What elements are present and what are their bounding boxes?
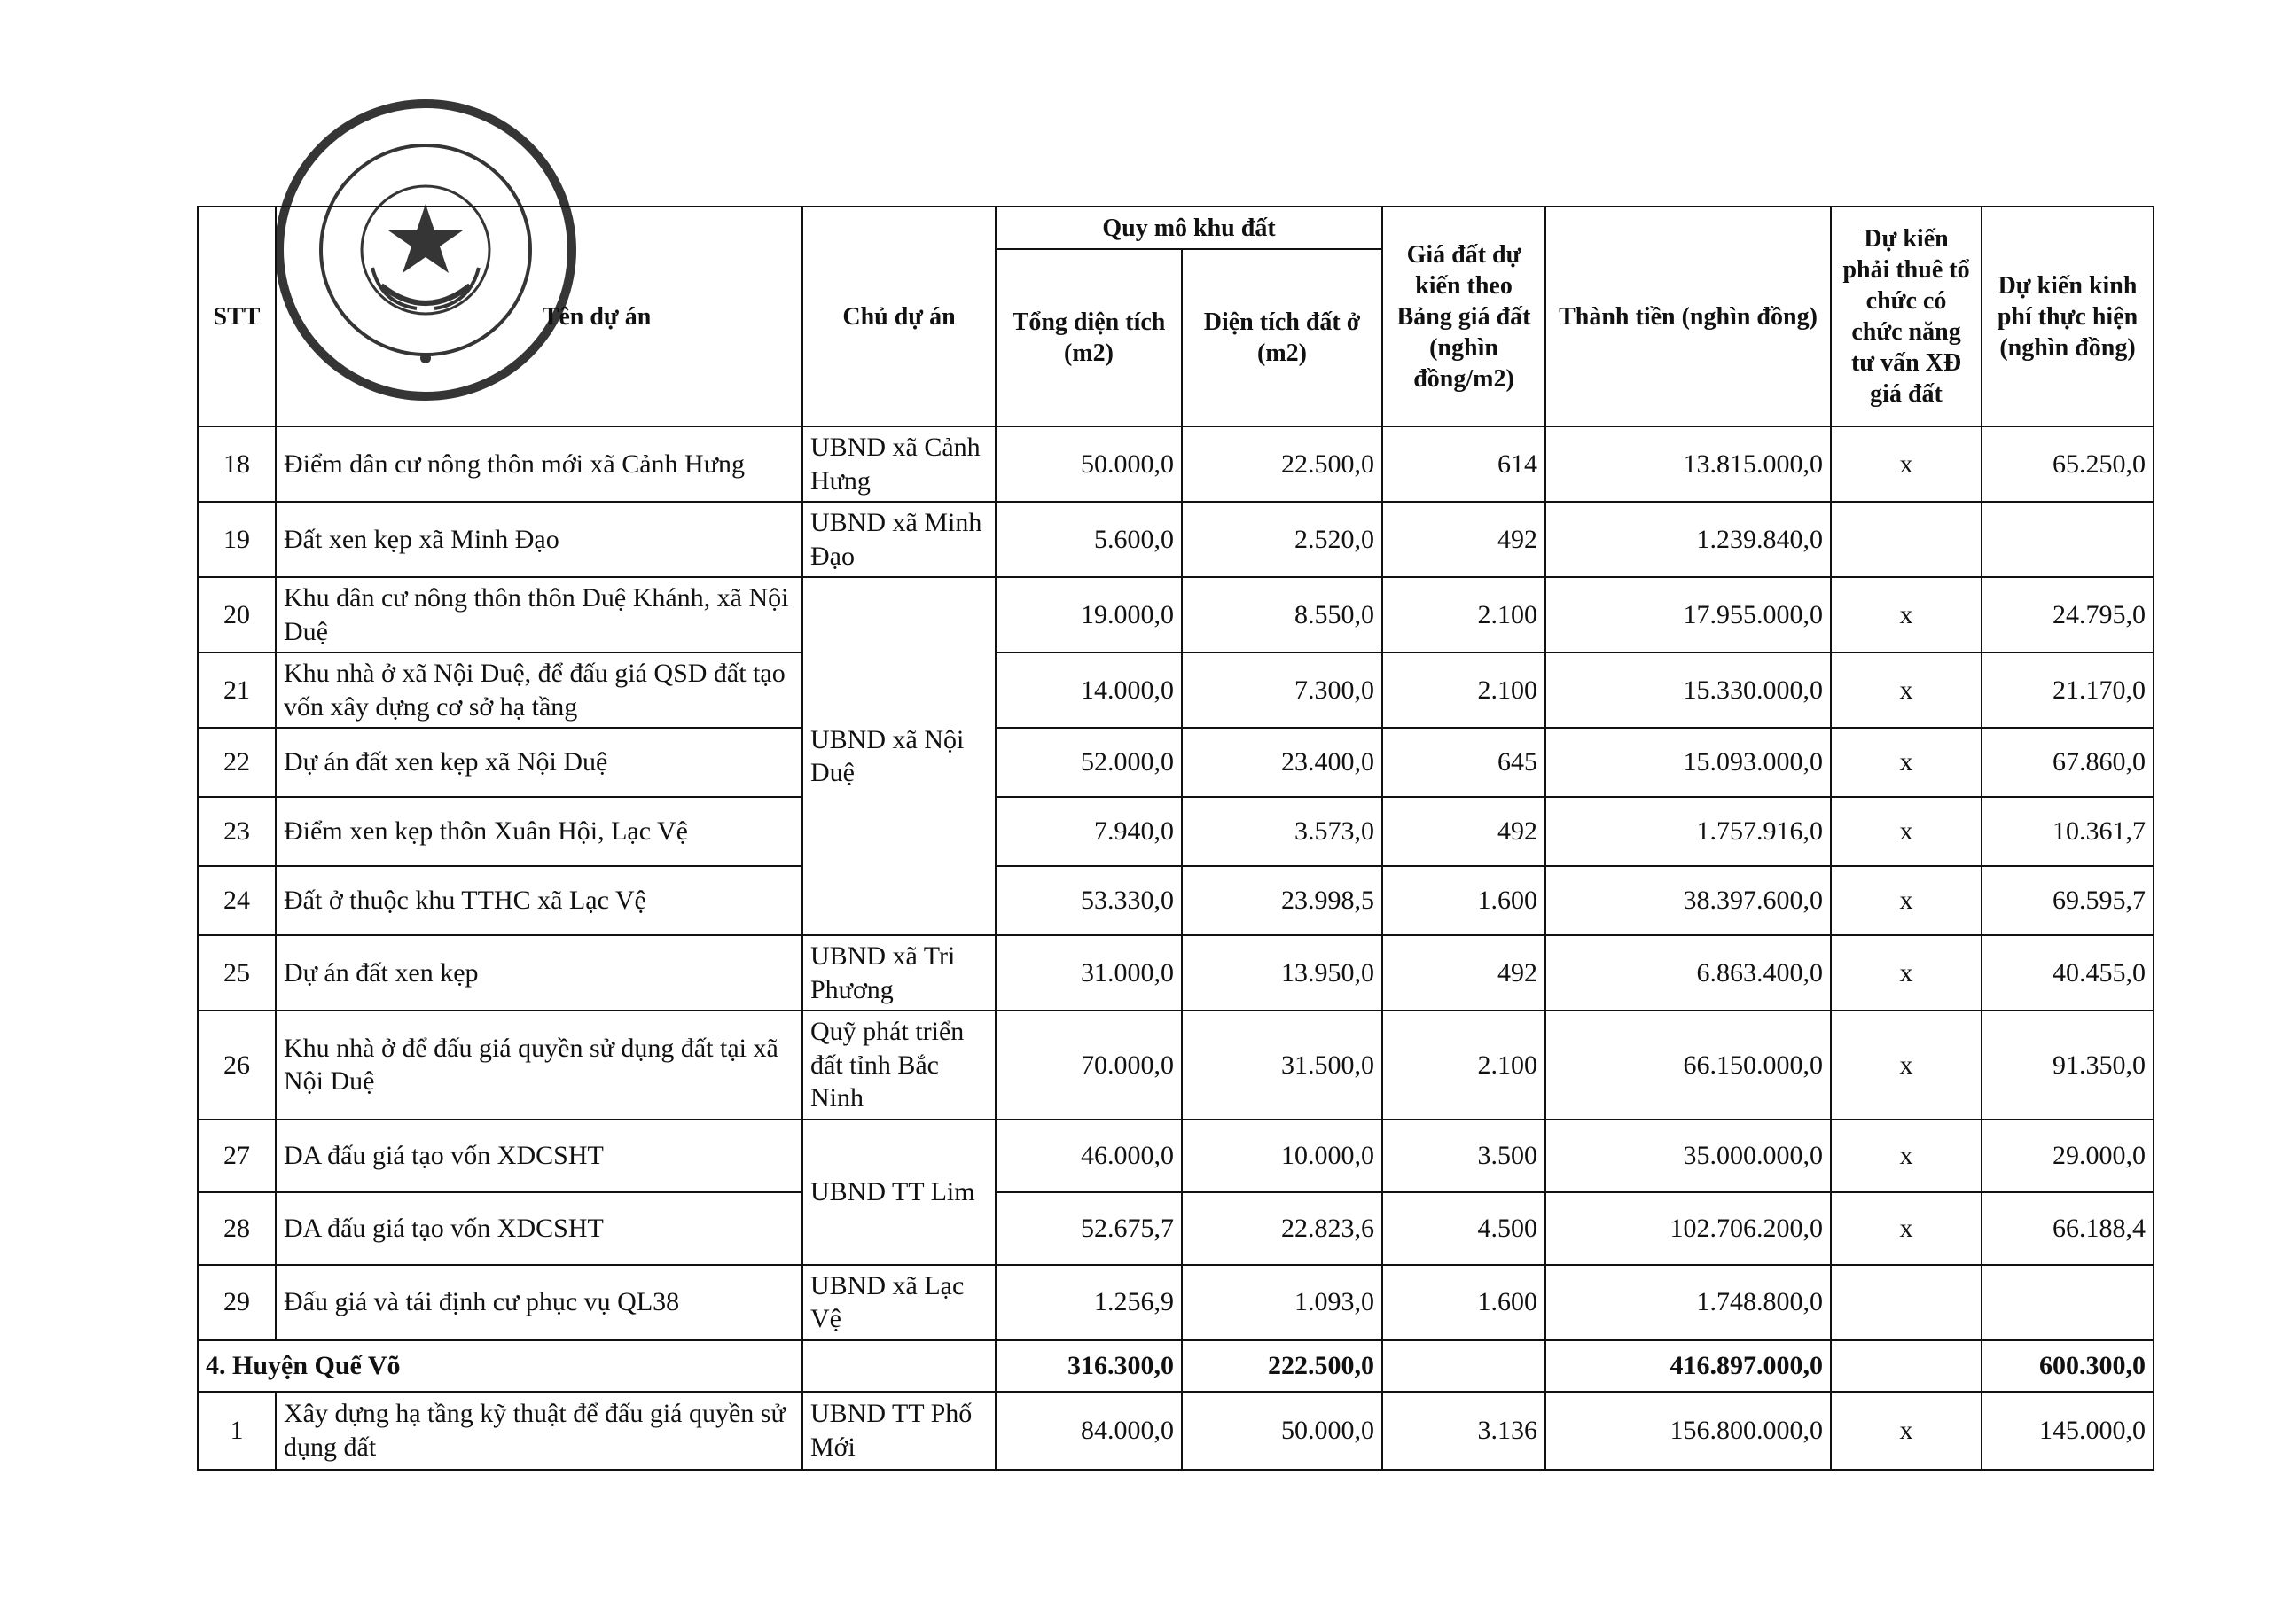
cell-total-area: 84.000,0 [996, 1392, 1182, 1470]
cell-consultant-mark: x [1831, 577, 1982, 652]
cell-stt: 20 [198, 577, 276, 652]
cell-cost: 24.795,0 [1982, 577, 2154, 652]
table-row [198, 652, 2154, 728]
cell-cost: 21.170,0 [1982, 652, 2154, 728]
cell-residential-area: 3.573,0 [1182, 797, 1382, 866]
table-row [198, 935, 2154, 1011]
cell-amount: 15.093.000,0 [1545, 728, 1831, 797]
cell-consultant-mark: x [1831, 652, 1982, 728]
cell-owner: UBND TT Phố Mới [802, 1392, 996, 1470]
header-stt: STT [198, 207, 276, 426]
cell-residential-area: 1.093,0 [1182, 1265, 1382, 1340]
cell-land-price: 645 [1382, 728, 1545, 797]
cell-project-name: Khu dân cư nông thôn thôn Duệ Khánh, xã Nội Duệ [276, 577, 802, 652]
cell-stt: 19 [198, 502, 276, 577]
cell-consultant-mark [1831, 502, 1982, 577]
cell-residential-area: 2.520,0 [1182, 502, 1382, 577]
cell-amount: 66.150.000,0 [1545, 1011, 1831, 1120]
cell-project-name: Dự án đất xen kẹp xã Nội Duệ [276, 728, 802, 797]
cell-project-name: Dự án đất xen kẹp [276, 935, 802, 1011]
cell-total-area: 52.000,0 [996, 728, 1182, 797]
cell-total-area: 1.256,9 [996, 1265, 1182, 1340]
cell-owner: Quỹ phát triển đất tỉnh Bắc Ninh [802, 1011, 996, 1120]
section-residential-area: 222.500,0 [1182, 1340, 1382, 1392]
cell-land-price: 1.600 [1382, 1265, 1545, 1340]
cell-cost: 29.000,0 [1982, 1120, 2154, 1192]
cell-owner: UBND xã Lạc Vệ [802, 1265, 996, 1340]
cell-amount: 102.706.200,0 [1545, 1192, 1831, 1265]
cell-cost: 91.350,0 [1982, 1011, 2154, 1120]
table-row [198, 502, 2154, 577]
cell-residential-area: 23.998,5 [1182, 866, 1382, 935]
cell-land-price: 492 [1382, 502, 1545, 577]
cell-project-name: Điểm dân cư nông thôn mới xã Cảnh Hưng [276, 426, 802, 502]
section-cost: 600.300,0 [1982, 1340, 2154, 1392]
cell-owner: UBND xã Tri Phương [802, 935, 996, 1011]
cell-amount: 6.863.400,0 [1545, 935, 1831, 1011]
section-label: 4. Huyện Quế Võ [198, 1340, 802, 1392]
cell-total-area: 50.000,0 [996, 426, 1182, 502]
header-consultant: Dự kiến phải thuê tổ chức có chức năng tư vấn XĐ giá đất [1831, 207, 1982, 426]
table-row [198, 426, 2154, 502]
cell-residential-area: 13.950,0 [1182, 935, 1382, 1011]
cell-empty [1382, 1340, 1545, 1392]
cell-total-area: 70.000,0 [996, 1011, 1182, 1120]
cell-residential-area: 8.550,0 [1182, 577, 1382, 652]
cell-stt: 29 [198, 1265, 276, 1340]
cell-stt: 21 [198, 652, 276, 728]
cell-total-area: 31.000,0 [996, 935, 1182, 1011]
header-total-area: Tổng diện tích (m2) [996, 249, 1182, 426]
header-row-1 [198, 207, 2154, 249]
cell-cost: 65.250,0 [1982, 426, 2154, 502]
cell-consultant-mark: x [1831, 1120, 1982, 1192]
cell-residential-area: 23.400,0 [1182, 728, 1382, 797]
cell-stt: 26 [198, 1011, 276, 1120]
cell-land-price: 1.600 [1382, 866, 1545, 935]
cell-project-name: Khu nhà ở để đấu giá quyền sử dụng đất tại xã Nội Duệ [276, 1011, 802, 1120]
cell-land-price: 2.100 [1382, 652, 1545, 728]
header-project-name-text: Tên dự án [542, 302, 652, 331]
table-row [198, 577, 2154, 652]
cell-amount: 1.748.800,0 [1545, 1265, 1831, 1340]
cell-stt: 25 [198, 935, 276, 1011]
cell-amount: 13.815.000,0 [1545, 426, 1831, 502]
cell-cost: 145.000,0 [1982, 1392, 2154, 1470]
cell-land-price: 492 [1382, 935, 1545, 1011]
cell-stt: 18 [198, 426, 276, 502]
cell-consultant-mark: x [1831, 728, 1982, 797]
cell-consultant-mark: x [1831, 935, 1982, 1011]
cell-cost: 66.188,4 [1982, 1192, 2154, 1265]
header-project-name [276, 207, 802, 426]
cell-land-price: 2.100 [1382, 577, 1545, 652]
cell-stt: 24 [198, 866, 276, 935]
cell-consultant-mark: x [1831, 866, 1982, 935]
header-scale: Quy mô khu đất [996, 207, 1382, 249]
cell-land-price: 3.136 [1382, 1392, 1545, 1470]
cell-stt: 23 [198, 797, 276, 866]
cell-cost: 67.860,0 [1982, 728, 2154, 797]
cell-residential-area: 31.500,0 [1182, 1011, 1382, 1120]
section-amount: 416.897.000,0 [1545, 1340, 1831, 1392]
cell-land-price: 2.100 [1382, 1011, 1545, 1120]
cell-cost [1982, 502, 2154, 577]
cell-amount: 156.800.000,0 [1545, 1392, 1831, 1470]
table-row [198, 1392, 2154, 1470]
table-row [198, 1265, 2154, 1340]
section-total-area: 316.300,0 [996, 1340, 1182, 1392]
cell-owner: UBND xã Nội Duệ [802, 577, 996, 935]
land-project-table [197, 206, 2154, 1471]
cell-amount: 1.239.840,0 [1545, 502, 1831, 577]
header-owner: Chủ dự án [802, 207, 996, 426]
cell-cost: 69.595,7 [1982, 866, 2154, 935]
cell-land-price: 3.500 [1382, 1120, 1545, 1192]
cell-consultant-mark: x [1831, 1192, 1982, 1265]
cell-amount: 17.955.000,0 [1545, 577, 1831, 652]
cell-cost: 10.361,7 [1982, 797, 2154, 866]
cell-total-area: 46.000,0 [996, 1120, 1182, 1192]
cell-owner: UBND TT Lim [802, 1120, 996, 1265]
cell-stt: 1 [198, 1392, 276, 1470]
section-total-row [198, 1340, 2154, 1392]
cell-project-name: DA đấu giá tạo vốn XDCSHT [276, 1120, 802, 1192]
cell-land-price: 614 [1382, 426, 1545, 502]
cell-project-name: Đấu giá và tái định cư phục vụ QL38 [276, 1265, 802, 1340]
cell-amount: 1.757.916,0 [1545, 797, 1831, 866]
cell-project-name: Đất xen kẹp xã Minh Đạo [276, 502, 802, 577]
cell-residential-area: 50.000,0 [1182, 1392, 1382, 1470]
cell-land-price: 492 [1382, 797, 1545, 866]
cell-empty [802, 1340, 996, 1392]
cell-amount: 38.397.600,0 [1545, 866, 1831, 935]
cell-total-area: 14.000,0 [996, 652, 1182, 728]
cell-consultant-mark [1831, 1265, 1982, 1340]
table-row [198, 797, 2154, 866]
cell-owner: UBND xã Cảnh Hưng [802, 426, 996, 502]
cell-residential-area: 22.500,0 [1182, 426, 1382, 502]
cell-cost [1982, 1265, 2154, 1340]
header-amount: Thành tiền (nghìn đồng) [1545, 207, 1831, 426]
cell-total-area: 7.940,0 [996, 797, 1182, 866]
cell-project-name: Điểm xen kẹp thôn Xuân Hội, Lạc Vệ [276, 797, 802, 866]
cell-stt: 22 [198, 728, 276, 797]
header-residential-area: Diện tích đất ở (m2) [1182, 249, 1382, 426]
table-row [198, 866, 2154, 935]
cell-consultant-mark: x [1831, 797, 1982, 866]
cell-cost: 40.455,0 [1982, 935, 2154, 1011]
cell-land-price: 4.500 [1382, 1192, 1545, 1265]
cell-consultant-mark: x [1831, 1011, 1982, 1120]
cell-residential-area: 7.300,0 [1182, 652, 1382, 728]
cell-amount: 35.000.000,0 [1545, 1120, 1831, 1192]
cell-residential-area: 22.823,6 [1182, 1192, 1382, 1265]
cell-consultant-mark: x [1831, 1392, 1982, 1470]
cell-amount: 15.330.000,0 [1545, 652, 1831, 728]
cell-stt: 27 [198, 1120, 276, 1192]
table-row [198, 1011, 2154, 1120]
cell-project-name: Khu nhà ở xã Nội Duệ, để đấu giá QSD đất tạo vốn xây dựng cơ sở hạ tầng [276, 652, 802, 728]
cell-consultant-mark: x [1831, 426, 1982, 502]
cell-total-area: 5.600,0 [996, 502, 1182, 577]
header-cost: Dự kiến kinh phí thực hiện (nghìn đồng) [1982, 207, 2154, 426]
table-row [198, 728, 2154, 797]
cell-project-name: Đất ở thuộc khu TTHC xã Lạc Vệ [276, 866, 802, 935]
cell-residential-area: 10.000,0 [1182, 1120, 1382, 1192]
cell-total-area: 53.330,0 [996, 866, 1182, 935]
cell-empty [1831, 1340, 1982, 1392]
cell-project-name: DA đấu giá tạo vốn XDCSHT [276, 1192, 802, 1265]
cell-total-area: 19.000,0 [996, 577, 1182, 652]
cell-project-name: Xây dựng hạ tầng kỹ thuật để đấu giá quyền sử dụng đất [276, 1392, 802, 1470]
cell-total-area: 52.675,7 [996, 1192, 1182, 1265]
table-row [198, 1120, 2154, 1192]
table-row [198, 1192, 2154, 1265]
header-land-price: Giá đất dự kiến theo Bảng giá đất (nghìn đồng/m2) [1382, 207, 1545, 426]
cell-stt: 28 [198, 1192, 276, 1265]
cell-owner: UBND xã Minh Đạo [802, 502, 996, 577]
